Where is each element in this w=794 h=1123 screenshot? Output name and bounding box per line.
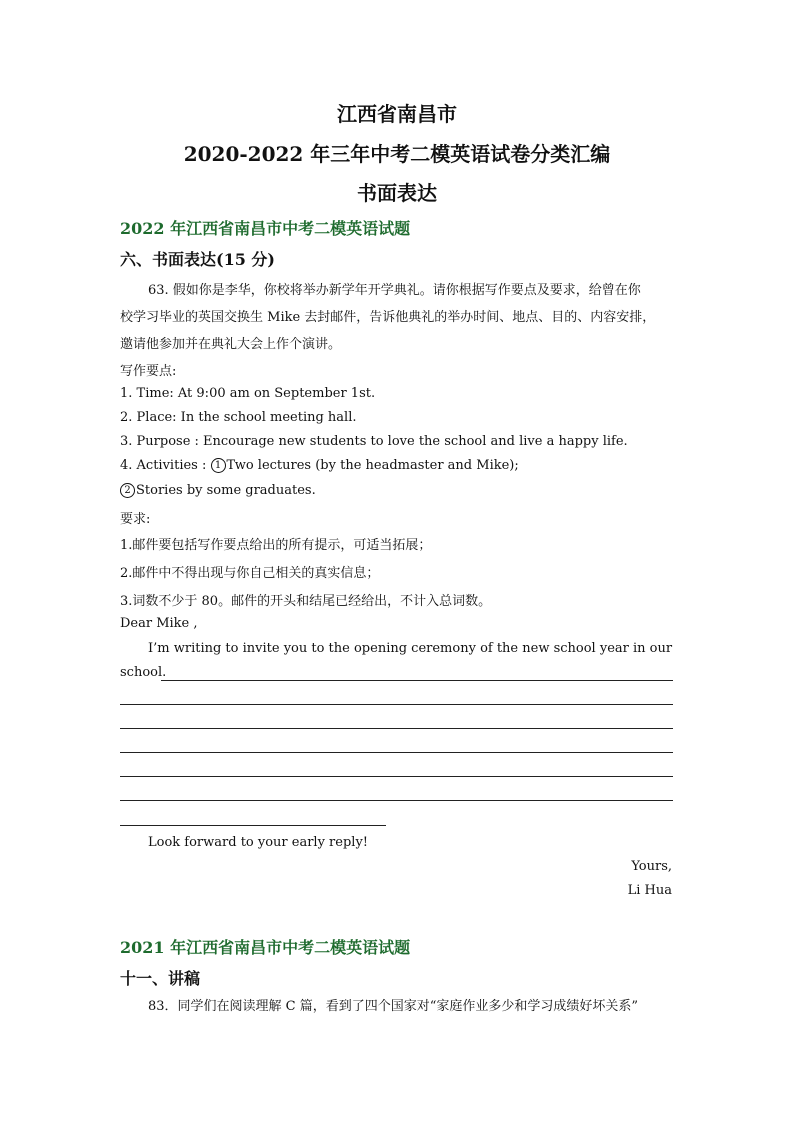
answer-line[interactable] [120,800,673,801]
requirements-label: 要求: [120,512,151,527]
letter-signature: Li Hua [627,883,672,898]
letter-closing: Look forward to your early reply! [148,835,369,850]
point-activities-prefix: 4. Activities : [120,458,207,473]
answer-line[interactable] [161,680,673,681]
answer-line-last[interactable] [120,825,386,826]
activity-lectures: Two lectures (by the headmaster and Mike); [226,458,519,473]
letter-yours: Yours, [631,859,672,874]
letter-school-word: school. [120,665,167,680]
question-line-2: 校学习毕业的英国交换生 Mike 去封邮件，告诉他典礼的举办时间、地点、目的、内容安排， [120,310,656,325]
answer-line[interactable] [120,752,673,753]
point-purpose: 3. Purpose : Encourage new students to love the school and live a happy life. [120,434,628,449]
point-time: 1. Time: At 9:00 am on September 1st. [120,386,376,401]
doc-title-region: 江西省南昌市 [337,102,457,126]
circled-number-2: 2 [120,483,135,498]
point-activities-cont [120,483,316,498]
doc-title-main: 2020-2022 年三年中考二模英语试卷分类汇编 [183,142,611,166]
requirement-3: 3.词数不少于 80。邮件的开头和结尾已经给出，不计入总词数。 [120,594,492,609]
part-heading-speech: 十一、讲稿 [120,969,201,988]
points-label: 写作要点: [120,364,177,379]
requirement-2: 2.邮件中不得出现与你自己相关的真实信息； [120,566,380,581]
point-place: 2. Place: In the school meeting hall. [120,410,357,425]
question-line-1: 63. 假如你是李华，你校将举办新学年开学典礼。请你根据写作要点及要求，给曾在你 [148,283,641,298]
answer-line[interactable] [120,776,673,777]
answer-line[interactable] [120,728,673,729]
circled-number-1: 1 [211,458,226,473]
section-heading-2021: 2021 年江西省南昌市中考二模英语试题 [120,938,411,957]
letter-opening: I’m writing to invite you to the opening ceremony of the new school year in our [148,641,673,656]
doc-title-topic: 书面表达 [357,181,437,205]
section-heading-2022: 2022 年江西省南昌市中考二模英语试题 [120,219,411,238]
requirement-1: 1.邮件要包括写作要点给出的所有提示，可适当拓展； [120,538,432,553]
point-activities [120,458,519,473]
letter-greeting: Dear Mike , [120,616,198,631]
question-line-3: 邀请他参加并在典礼大会上作个演讲。 [120,337,342,352]
answer-line[interactable] [120,704,673,705]
question-83-line-1: 83．同学们在阅读理解 C 篇，看到了四个国家对“家庭作业多少和学习成绩好坏关系” [148,999,639,1014]
part-heading-writing: 六、书面表达(15 分) [120,250,275,269]
activity-stories: Stories by some graduates. [136,483,316,498]
